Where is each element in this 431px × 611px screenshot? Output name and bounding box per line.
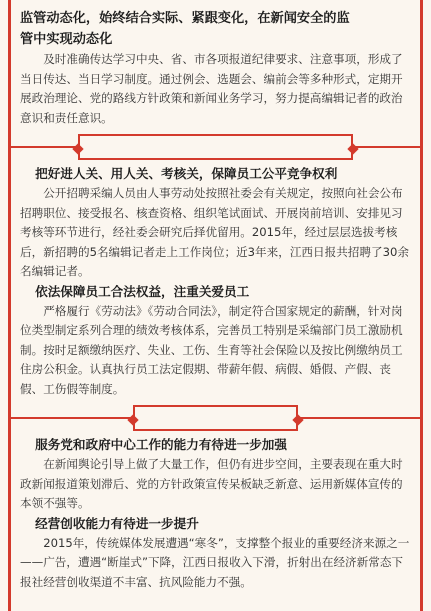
banner-rights-responsibility bbox=[8, 134, 423, 160]
banner-title bbox=[133, 405, 298, 431]
paragraph-text: 公开招聘采编人员由人事劳动处按照社委会有关规定，按照向社会公布招聘职位、接受报名、核查资格、组织笔试面试、开展岗前培训、安排见习考核等环节进行，经社委会研究后择优留用。2015年，经过层层选拔考核后，新招聘的 bbox=[20, 186, 403, 259]
section-heading: 把好进人关、用人关、考核关，保障员工公平竞争权利 bbox=[35, 166, 338, 181]
section-employee-rights bbox=[20, 282, 411, 400]
section-recruitment bbox=[20, 164, 411, 282]
section-service-capability bbox=[20, 435, 411, 514]
section-heading: 监管动态化，始终结合实际、紧跟变化，在新闻安全的监 bbox=[20, 11, 350, 26]
content bbox=[20, 0, 411, 592]
right-border bbox=[420, 0, 423, 611]
section-heading: 经营创收能力有待进一步提升 bbox=[35, 515, 199, 531]
paragraph-text-cont: 5名编辑记者走上工作岗位；近3年来，江西日报共招聘了30余名编辑记者。 bbox=[20, 244, 409, 278]
section-heading-cont: 管中实现动态化 bbox=[20, 32, 113, 47]
section-dynamic-supervision bbox=[20, 8, 411, 128]
section-heading: 依法保障员工合法权益，注重关爱员工 bbox=[35, 283, 250, 299]
banner-title bbox=[78, 134, 353, 160]
section-paragraph: 严格履行《劳动法》《劳动合同法》，制定符合国家规定的薪酬，针对岗位类型制定系列合理的绩效考核体系，完善员工特别是采编部门员工激励机制。按时足额缴纳医疗、失业、工伤、生育等社会保险以及按比例缴纳员工住房公积金。认真执行员工法定假期、带薪年假、病假、婚假、产假、丧假、工伤假等制度。 bbox=[20, 303, 403, 396]
section-paragraph bbox=[20, 184, 411, 282]
section-paragraph: 及时准确传达学习中央、省、市各项报道纪律要求、注意事项，形成了当日传达、当日学习制度。通过例会、选题会、编前会等多种形式，定期开展政治理论、党的路线方针政策和新闻业务学习，努力提高编辑记者的政治意识和责任意识。 bbox=[20, 52, 403, 125]
section-heading: 服务党和政府中心工作的能力有待进一步加强 bbox=[35, 437, 287, 452]
banner-problems bbox=[8, 405, 423, 431]
left-border bbox=[8, 0, 11, 611]
section-paragraph: 在新闻舆论引导上做了大量工作，但仍有进步空间，主要表现在重大时政新闻报道策划滞后、党的方针政策宣传呆板缺乏新意、运用新媒体宣传的本领不强等。 bbox=[20, 457, 403, 510]
section-revenue-capability bbox=[20, 514, 411, 593]
section-paragraph: 2015年，传统媒体发展遭遇“寒冬”，支撑整个报业的重要经济来源之一——广告，遭遇“断崖式”下降，江西日报收入下滑，折射出在经济新常态下报社经营创收渠道不丰富、抗风险能力不强。 bbox=[20, 535, 410, 589]
